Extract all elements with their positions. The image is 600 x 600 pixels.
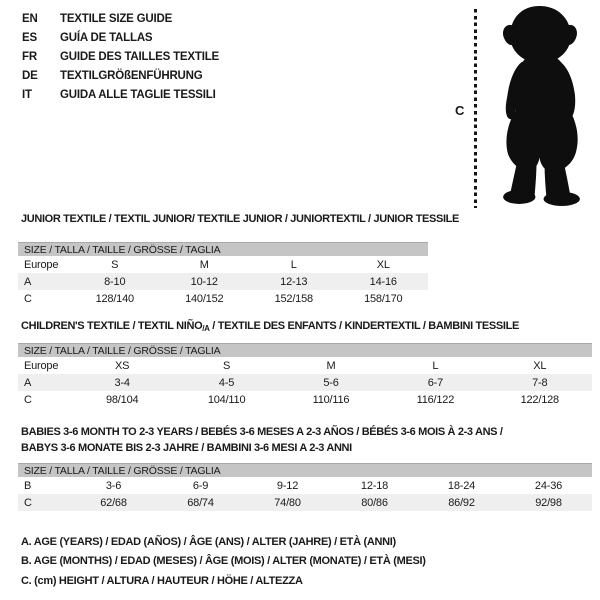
row-label: A — [18, 374, 70, 391]
table-row — [18, 290, 428, 307]
table-cell: XL — [376, 258, 390, 271]
table-cell: 122/128 — [520, 393, 559, 406]
table-cell: 62/68 — [70, 494, 157, 511]
babies-title-line1: BABIES 3-6 MONTH TO 2-3 YEARS / BEBÉS 3-6 MESES A 2-3 AÑOS / BÉBÉS 3-6 MOIS À 2-3 ANS / — [21, 426, 503, 438]
language-title: TEXTILGRÖßENFÜHRUNG — [60, 70, 203, 83]
table-cell: 86/92 — [418, 494, 505, 511]
height-measure-dashed-line — [474, 9, 477, 208]
table-cell: M — [199, 258, 209, 271]
table-cell: 3-6 — [105, 479, 122, 492]
table-cell: 4-5 — [174, 374, 278, 391]
table-row — [18, 391, 592, 408]
children-title-post: / TEXTILE DES ENFANTS / KINDERTEXTIL / BAMBINI TESSILE — [209, 320, 519, 332]
language-title: GUÍA DE TALLAS — [60, 31, 153, 44]
table-cell: S — [111, 258, 119, 271]
table-cell: 6-7 — [383, 374, 487, 391]
table-cell: 9-12 — [276, 479, 299, 492]
footnote-age-years: A. AGE (YEARS) / EDAD (AÑOS) / ÂGE (ANS) / ALTER (JAHRE) / ETÀ (ANNI) — [21, 536, 396, 548]
babies-title-line2: BABYS 3-6 MONATE BIS 2-3 JAHRE / BAMBINI 3-6 MESI A 2-3 ANNI — [21, 442, 352, 454]
junior-size-table — [18, 242, 428, 307]
babies-table-title — [21, 424, 503, 456]
table-row — [18, 494, 592, 511]
table-row — [18, 357, 592, 374]
junior-table-title: JUNIOR TEXTILE / TEXTIL JUNIOR/ TEXTILE JUNIOR / JUNIORTEXTIL / JUNIOR TESSILE — [21, 213, 460, 225]
table-cell: 140/152 — [185, 292, 224, 305]
row-label: Europe — [24, 258, 59, 271]
table-cell: 80/86 — [331, 494, 418, 511]
row-label: A — [18, 273, 70, 290]
table-cell: 24-36 — [534, 479, 563, 492]
table-cell: 158/170 — [364, 292, 403, 305]
measurement-key — [21, 533, 426, 591]
table-header-row — [18, 464, 592, 478]
language-title: GUIDE DES TAILLES TEXTILE — [60, 50, 219, 63]
size-header-cell: SIZE / TALLA / TAILLE / GRÖSSE / TAGLIA — [18, 344, 592, 358]
children-title-sub: /A — [202, 324, 210, 333]
table-header-row — [18, 344, 592, 358]
language-code: FR — [22, 50, 37, 63]
list-item — [22, 47, 219, 66]
table-cell: 110/116 — [312, 393, 350, 406]
table-cell: 12-18 — [360, 479, 389, 492]
table-row — [18, 374, 592, 391]
table-cell: 104/110 — [207, 393, 246, 406]
list-item — [22, 9, 219, 28]
table-cell: 18-24 — [447, 479, 476, 492]
table-cell: 68/74 — [157, 494, 244, 511]
table-cell: 5-6 — [279, 374, 383, 391]
list-item — [22, 86, 219, 105]
table-row — [18, 256, 428, 273]
children-size-table — [18, 343, 592, 408]
list-item — [22, 28, 219, 47]
table-cell: 74/80 — [244, 494, 331, 511]
table-cell: 10-12 — [160, 273, 250, 290]
row-label: Europe — [24, 359, 59, 372]
height-measure-label: C — [455, 103, 465, 118]
language-title-list — [22, 9, 219, 105]
language-title: TEXTILE SIZE GUIDE — [60, 12, 173, 25]
size-header-cell: SIZE / TALLA / TAILLE / GRÖSSE / TAGLIA — [18, 464, 592, 478]
table-cell: 116/122 — [416, 393, 455, 406]
children-title-pre: CHILDREN'S TEXTILE / TEXTIL NIÑO — [21, 320, 203, 332]
list-item — [22, 67, 219, 86]
table-cell: 7-8 — [488, 374, 592, 391]
table-cell: L — [290, 258, 297, 271]
table-cell: L — [432, 359, 439, 372]
table-cell: 128/140 — [95, 292, 134, 305]
row-label: C — [24, 292, 32, 305]
table-cell: 8-10 — [70, 273, 160, 290]
row-label: B — [24, 479, 32, 492]
table-cell: 92/98 — [505, 494, 592, 511]
language-code: EN — [22, 12, 38, 25]
table-cell: XS — [115, 359, 130, 372]
table-cell: 6-9 — [192, 479, 209, 492]
toddler-silhouette-image — [481, 5, 599, 207]
language-title: GUIDA ALLE TAGLIE TESSILI — [60, 89, 216, 102]
language-code: IT — [22, 89, 32, 102]
table-cell: 152/158 — [274, 292, 313, 305]
table-cell: 98/104 — [105, 393, 139, 406]
table-header-row — [18, 243, 428, 257]
table-cell: XL — [533, 359, 547, 372]
size-header-cell: SIZE / TALLA / TAILLE / GRÖSSE / TAGLIA — [18, 243, 428, 257]
row-label: C — [24, 393, 32, 406]
babies-size-table — [18, 463, 592, 511]
footnote-height: C. (cm) HEIGHT / ALTURA / HAUTEUR / HÖHE / ALTEZZA — [21, 574, 303, 587]
table-cell: 14-16 — [339, 273, 429, 290]
table-cell: M — [326, 359, 336, 372]
table-cell: 3-4 — [70, 374, 174, 391]
row-label: C — [18, 494, 70, 511]
language-code: DE — [22, 70, 38, 83]
footnote-age-months: B. AGE (MONTHS) / EDAD (MESES) / ÂGE (MOIS) / ALTER (MONATE) / ETÀ (MESI) — [21, 555, 426, 568]
table-row — [18, 477, 592, 494]
table-cell: S — [223, 359, 231, 372]
table-cell: 12-13 — [249, 273, 339, 290]
table-row — [18, 273, 428, 290]
children-table-title — [21, 320, 519, 333]
language-code: ES — [22, 31, 37, 44]
